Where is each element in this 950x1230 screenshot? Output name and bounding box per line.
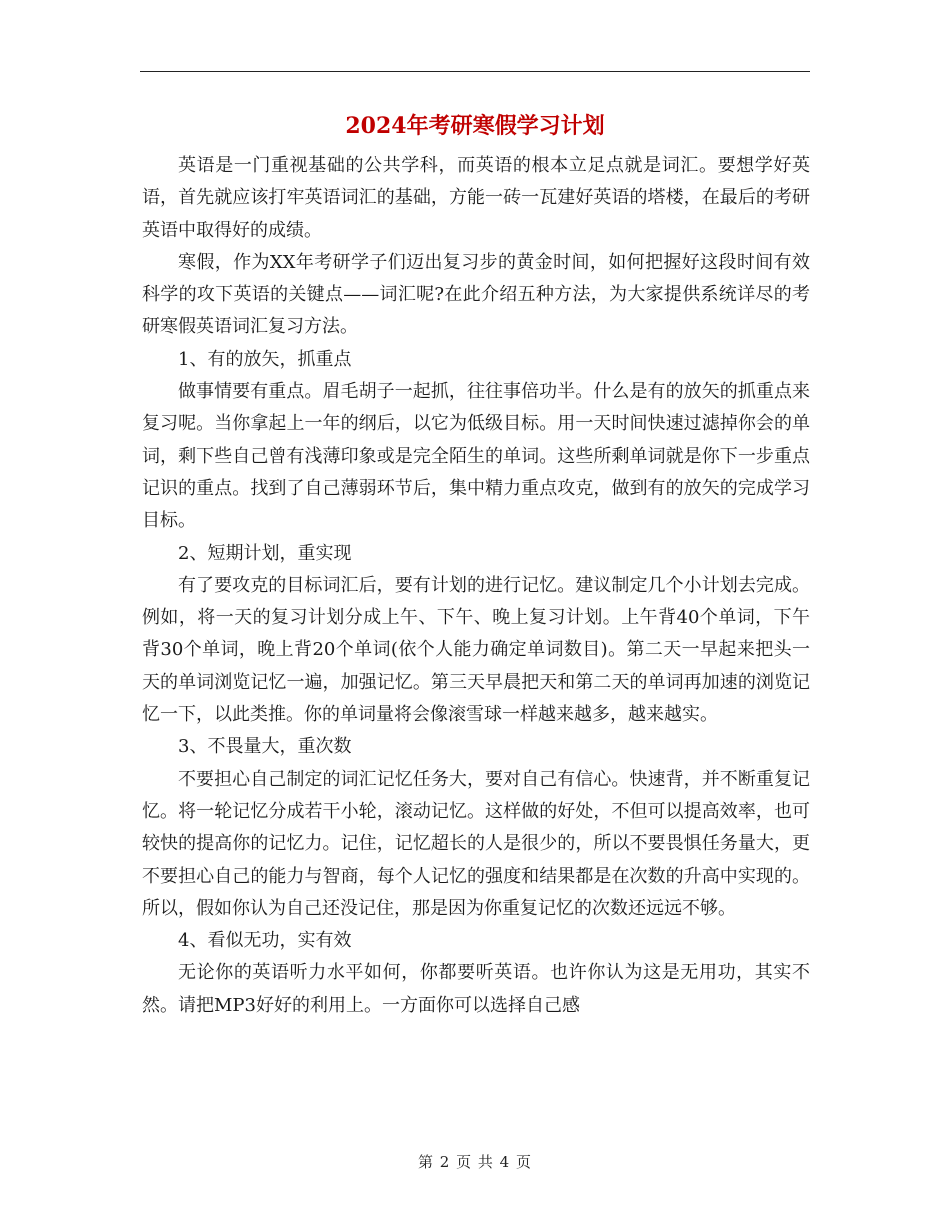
section-heading-1: 1、有的放矢，抓重点 [178, 348, 352, 370]
section-heading-2: 2、短期计划，重实现 [178, 542, 352, 564]
document-body [142, 150, 810, 1022]
paragraph-section-2: 有了要攻克的目标词汇后，要有计划的进行记忆。建议制定几个小计划去完成。例如，将一天的复习计划分成上午、下午、晚上复习计划。上午背40个单词，下午背30个单词，晚上背20个单词(依个人能力确定单词数目)。第二天一早起来把头一天的单词浏览记忆一遍，加强记忆。第三天早晨把天和第二天的单词再加速的浏览记忆一下，以此类推。你的单词量将会像滚雪球一样越来越多，越来越实。 [142, 574, 810, 726]
document-title: 2024年考研寒假学习计划 [345, 113, 605, 139]
section-heading-4: 4、看似无功，实有效 [178, 930, 352, 952]
section-heading-3: 3、不畏量大，重次数 [178, 736, 352, 758]
paragraph-section-1: 做事情要有重点。眉毛胡子一起抓，往往事倍功半。什么是有的放矢的抓重点来复习呢。当你拿起上一年的纲后，以它为低级目标。用一天时间快速过滤掉你会的单词，剩下些自己曾有浅薄印象或是完全陌生的单词。这些所剩单词就是你下一步重点记识的重点。找到了自己薄弱环节后，集中精力重点攻克，做到有的放矢的完成学习目标。 [142, 381, 810, 532]
header-rule [140, 71, 810, 72]
paragraph-winter-break: 寒假，作为XX年考研学子们迈出复习步的黄金时间，如何把握好这段时间有效科学的攻下英语的关键点——词汇呢?在此介绍五种方法，为大家提供系统详尽的考研寒假英语词汇复习方法。 [142, 251, 810, 338]
paragraph-section-4: 无论你的英语听力水平如何，你都要听英语。也许你认为这是无用功，其实不然。请把MP3好好的利用上。一方面你可以选择自己感 [142, 962, 810, 1016]
paragraph-intro: 英语是一门重视基础的公共学科，而英语的根本立足点就是词汇。要想学好英语，首先就应该打牢英语词汇的基础，方能一砖一瓦建好英语的塔楼，在最后的考研英语中取得好的成绩。 [142, 155, 810, 241]
paragraph-section-3: 不要担心自己制定的词汇记忆任务大，要对自己有信心。快速背，并不断重复记忆。将一轮记忆分成若干小轮，滚动记忆。这样做的好处，不但可以提高效率，也可较快的提高你的记忆力。记住，记忆超长的人是很少的，所以不要畏惧任务量大，更不要担心自己的能力与智商，每个人记忆的强度和结果都是在次数的升高中实现的。所以，假如你认为自己还没记住，那是因为你重复记忆的次数还远远不够。 [142, 768, 810, 919]
page-number-footer: 第 2 页 共 4 页 [418, 1153, 532, 1171]
